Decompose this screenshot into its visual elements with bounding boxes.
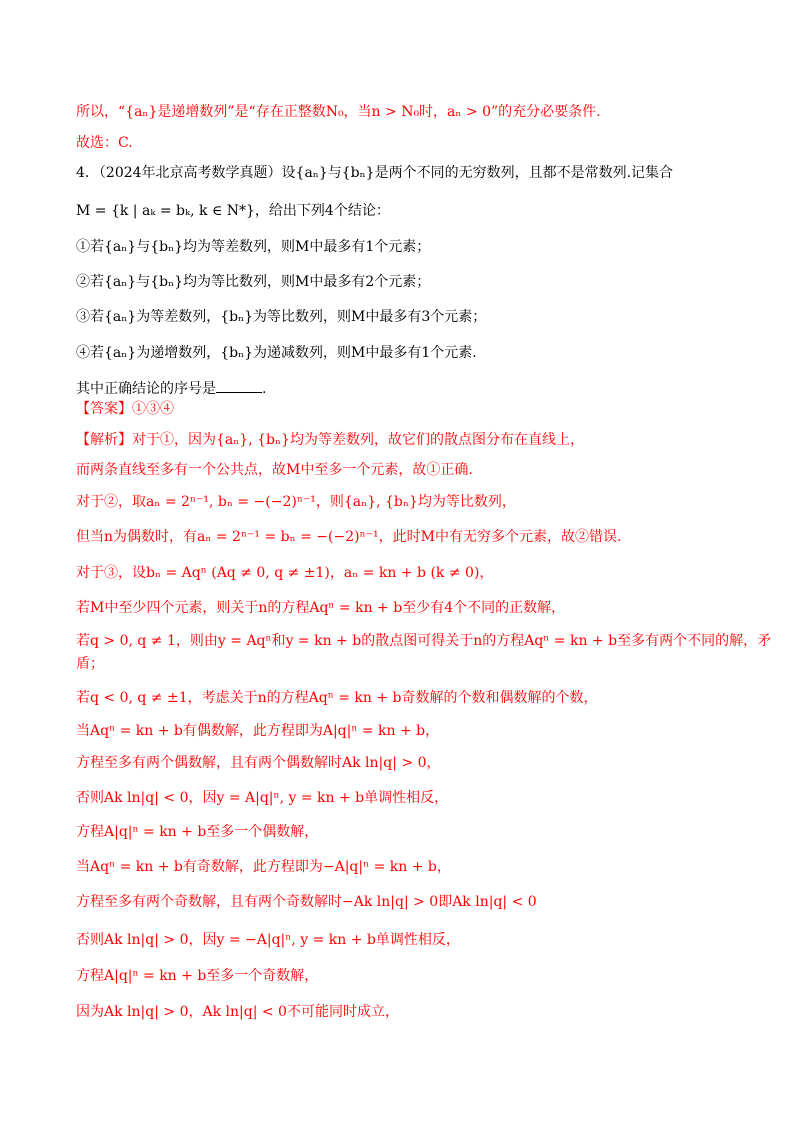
text-line — [76, 788, 760, 808]
line-text: ④若{aₙ}为递增数列，{bₙ}为递减数列，则M中最多有1个元素. — [76, 345, 477, 361]
line-text: 对于③，设bₙ = Aqⁿ (Aq ≠ 0, q ≠ ±1)，aₙ = kn + b (k ≠ 0)， — [76, 565, 494, 581]
text-line — [76, 307, 760, 327]
text-line — [76, 563, 760, 583]
text-line — [76, 598, 760, 618]
text-line — [76, 133, 760, 153]
line-text: 盾； — [76, 656, 104, 672]
line-text: M = {k | aₖ = bₖ, k ∈ N*}，给出下列4个结论： — [76, 203, 390, 219]
text-line — [76, 930, 760, 950]
line-text: ③若{aₙ}为等差数列，{bₙ}为等比数列，则M中最多有3个元素； — [76, 309, 487, 325]
line-text: ②若{aₙ}与{bₙ}均为等比数列，则M中最多有2个元素； — [76, 274, 431, 290]
line-text: 因为Ak ln|q| > 0，Ak ln|q| < 0不可能同时成立， — [76, 1004, 399, 1020]
text-line — [76, 857, 760, 877]
line-text: 当Aqⁿ = kn + b有奇数解，此方程即为−A|q|ⁿ = kn + b， — [76, 859, 451, 875]
text-line — [76, 237, 760, 257]
text-line — [76, 430, 760, 450]
line-text: 若q > 0, q ≠ 1，则由y = Aqⁿ和y = kn + b的散点图可得关于n的方程Aqⁿ = kn + b至多有两个不同的解，矛 — [76, 633, 772, 649]
text-line — [76, 822, 760, 842]
text-line — [76, 527, 760, 547]
line-text: 对于②，取aₙ = 2ⁿ⁻¹, bₙ = −(−2)ⁿ⁻¹，则{aₙ}, {bₙ}均为等比数列， — [76, 494, 516, 510]
line-text: 4．（2024年北京高考数学真题）设{aₙ}与{bₙ}是两个不同的无穷数列，且都不是常数列.记集合 — [76, 165, 674, 181]
text-line — [76, 688, 760, 708]
text-line — [76, 492, 760, 512]
text-line — [76, 654, 760, 674]
line-text: 【解析】对于①，因为{aₙ}, {bₙ}均为等差数列，故它们的散点图分布在直线上， — [76, 432, 584, 448]
text-line — [76, 1002, 760, 1022]
text-line — [76, 343, 760, 363]
line-text: 方程A|q|ⁿ = kn + b至多一个奇数解， — [76, 968, 319, 984]
text-line — [76, 102, 760, 122]
line-text: 若M中至少四个元素，则关于n的方程Aqⁿ = kn + b至少有4个不同的正数解， — [76, 600, 566, 616]
line-text: 否则Ak ln|q| > 0，因y = −A|q|ⁿ, y = kn + b单调性相反， — [76, 932, 460, 948]
line-text: 方程至多有两个偶数解，且有两个偶数解时Ak ln|q| > 0， — [76, 755, 441, 771]
text-line — [76, 378, 760, 399]
text-line — [76, 460, 760, 480]
line-text: 所以，“{aₙ}是递增数列”是“存在正整数N₀，当n > N₀时，aₙ > 0”的充分必要条件. — [76, 104, 601, 120]
line-text: 其中正确结论的序号是 — [76, 381, 216, 397]
line-text: 故选：C. — [76, 135, 133, 151]
text-line — [76, 272, 760, 292]
answer-blank — [216, 378, 262, 393]
line-text: 否则Ak ln|q| < 0，因y = A|q|ⁿ, y = kn + b单调性相反， — [76, 790, 449, 806]
text-line — [76, 631, 772, 651]
line-suffix: . — [262, 381, 267, 397]
line-text: 方程A|q|ⁿ = kn + b至多一个偶数解， — [76, 824, 319, 840]
text-line — [76, 721, 760, 741]
line-text: 但当n为偶数时，有aₙ = 2ⁿ⁻¹ = bₙ = −(−2)ⁿ⁻¹，此时M中有无穷多个元素，故②错误. — [76, 529, 622, 545]
line-text: 若q < 0, q ≠ ±1，考虑关于n的方程Aqⁿ = kn + b奇数解的个数和偶数解的个数， — [76, 690, 598, 706]
line-text: ①若{aₙ}与{bₙ}均为等差数列，则M中最多有1个元素； — [76, 239, 431, 255]
text-line — [76, 966, 760, 986]
line-text: 方程至多有两个奇数解，且有两个奇数解时−Ak ln|q| > 0即Ak ln|q| < 0 — [76, 894, 537, 910]
text-line — [76, 892, 760, 912]
text-line — [76, 753, 760, 773]
line-text: 【答案】①③④ — [76, 401, 174, 417]
text-line — [76, 201, 760, 221]
line-text: 当Aqⁿ = kn + b有偶数解，此方程即为A|q|ⁿ = kn + b， — [76, 723, 440, 739]
text-line — [76, 163, 760, 183]
line-text: 而两条直线至多有一个公共点，故M中至多一个元素，故①正确. — [76, 462, 473, 478]
text-line — [76, 399, 760, 419]
